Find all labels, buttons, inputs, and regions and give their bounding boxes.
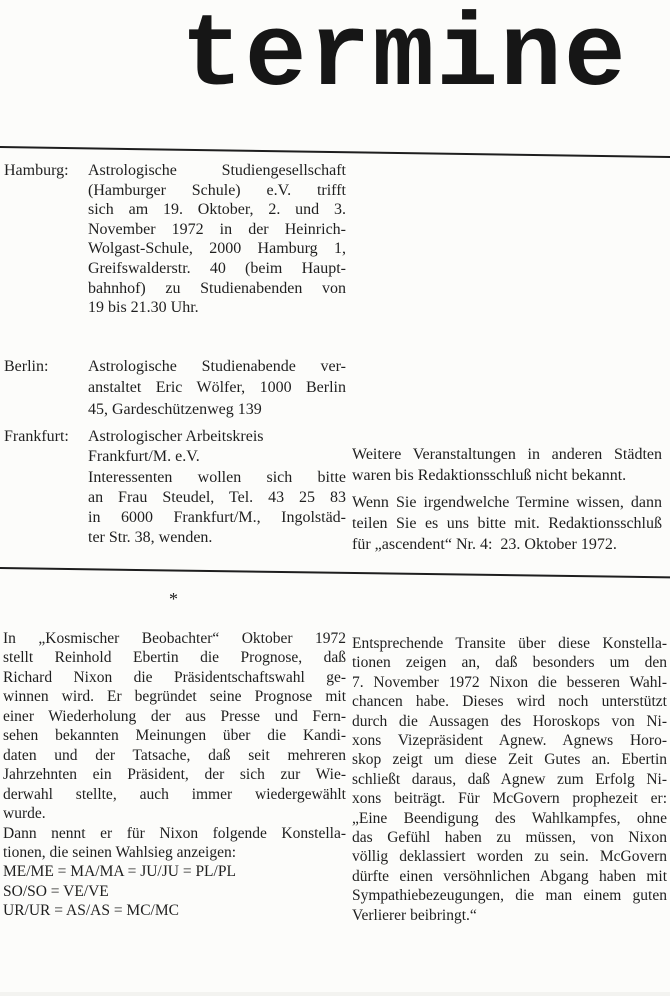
text-line: xons beiträgt. Für McGovern prophezeit er: bbox=[352, 790, 667, 808]
text-line: an Frau Steudel, Tel. 43 25 83 bbox=[88, 488, 346, 506]
text-line: „Eine Beendigung des Wahlkampfes, ohne bbox=[352, 809, 667, 827]
text-line: (Hamburger Schule) e.V. trifft bbox=[88, 181, 346, 199]
text-line: einer Wiederholung der aus Presse und Fern- bbox=[3, 707, 346, 725]
notes-paragraph bbox=[352, 444, 662, 487]
article-column-right bbox=[352, 634, 667, 925]
text-line: Interessenten wollen sich bitte bbox=[88, 468, 346, 486]
page-title: termine bbox=[181, 0, 628, 115]
text-line: 7. November 1972 Nixon die besseren Wahl- bbox=[352, 673, 667, 691]
text-line: stellt Reinhold Ebertin die Prognose, daß bbox=[3, 649, 346, 667]
text-line: in 6000 Frankfurt/M., Ingolstäd- bbox=[88, 509, 346, 527]
event-details bbox=[88, 161, 346, 318]
notes-paragraph bbox=[352, 492, 662, 556]
text-line: Astrologische Studienabende ver- bbox=[88, 358, 346, 375]
text-line: winnen wird. Er begründet seine Prognose mit bbox=[3, 688, 346, 706]
scan-bottom-edge bbox=[0, 992, 670, 996]
text-line: Weitere Veranstaltungen in anderen Städten bbox=[352, 446, 662, 463]
text-line: chancen habe. Dieses wird noch unterstützt bbox=[352, 693, 667, 711]
text-line: sehen bekannten Meinungen über die Kandi- bbox=[3, 727, 346, 745]
text-line: waren bis Redaktionsschluß nicht bekannt. bbox=[352, 467, 627, 485]
text-line: Wenn Sie irgendwelche Termine wissen, dann bbox=[352, 493, 662, 511]
article-paragraph bbox=[3, 629, 346, 824]
text-line: skop zeigt um diese Zeit Gutes an. Ebertin bbox=[352, 751, 667, 769]
text-line: Wolgast-Schule, 2000 Hamburg 1, bbox=[88, 240, 346, 258]
text-line: UR/UR = AS/AS = MC/MC bbox=[3, 902, 179, 920]
text-line: für „ascendent“ Nr. 4: 23. Oktober 1972. bbox=[352, 536, 617, 554]
article-column-left bbox=[3, 629, 346, 921]
text-line: Astrologischer Arbeitskreis bbox=[88, 428, 264, 445]
text-line: Jahrzehnten ein Präsident, der sich zur Wie- bbox=[3, 766, 346, 784]
event-text-block bbox=[88, 356, 346, 420]
text-line: November 1972 in der Heinrich- bbox=[88, 220, 346, 238]
text-line: Richard Nixon die Präsidentschaftswahl ge- bbox=[3, 668, 346, 686]
constellation-formulas bbox=[3, 862, 346, 920]
text-line: Entsprechende Transite über diese Konstella- bbox=[352, 635, 667, 652]
event-text-block bbox=[88, 161, 346, 318]
text-line: das Gefühl haben zu müssen, von Nixon bbox=[352, 829, 667, 847]
article-paragraph bbox=[352, 634, 667, 925]
text-line: dürfte einen versöhnlichen Abgang haben mit bbox=[352, 867, 667, 885]
text-line: durch die Aussagen des Horoskops von Ni- bbox=[352, 712, 667, 730]
event-city-label: Hamburg: bbox=[4, 162, 69, 179]
horizontal-rule-middle bbox=[0, 567, 670, 579]
event-city-label: Berlin: bbox=[4, 358, 49, 375]
text-line: Verlierer beibringt.“ bbox=[352, 906, 477, 924]
text-line: In „Kosmischer Beobachter“ Oktober 1972 bbox=[3, 630, 346, 647]
text-line: ter Str. 38, wenden. bbox=[88, 529, 213, 547]
horizontal-rule-top bbox=[0, 146, 670, 158]
section-divider-asterisk: * bbox=[169, 589, 178, 609]
text-line: bahnhof) zu Studienabenden von bbox=[88, 279, 346, 297]
event-details bbox=[88, 427, 346, 549]
text-line: wurde. bbox=[3, 805, 46, 823]
text-line: Astrologische Studiengesellschaft bbox=[88, 162, 346, 179]
text-line: tionen zeigen an, daß besonders um den bbox=[352, 654, 667, 672]
text-line: teilen Sie es uns bitte mit. Redaktionsschluß bbox=[352, 514, 662, 532]
text-line: schließt daraus, daß Agnew zum Erfolg Ni- bbox=[352, 770, 667, 788]
text-line: Dann nennt er für Nixon folgende Konstella- bbox=[3, 824, 346, 842]
text-line: sich am 19. Oktober, 2. und 3. bbox=[88, 201, 346, 219]
text-line: SO/SO = VE/VE bbox=[3, 882, 109, 900]
event-text-block bbox=[88, 468, 346, 549]
text-line: 45, Gardeschützenweg 139 bbox=[88, 400, 262, 418]
event-text-block bbox=[88, 427, 346, 468]
text-line: völlig deklassiert worden zu sein. McGovern bbox=[352, 848, 667, 866]
text-line: anstaltet Eric Wölfer, 1000 Berlin bbox=[88, 379, 346, 397]
text-line: Greifswalderstr. 40 (beim Haupt- bbox=[88, 259, 346, 277]
event-details bbox=[88, 356, 346, 420]
text-line: derwahl stellte, auch immer wiedergewählt bbox=[3, 785, 346, 803]
editorial-notes bbox=[352, 444, 662, 555]
text-line: daten und der Tatsache, daß seit mehreren bbox=[3, 746, 346, 764]
text-line: 19 bis 21.30 Uhr. bbox=[88, 299, 199, 317]
event-city-label: Frankfurt: bbox=[4, 428, 69, 445]
text-line: xons Vizepräsident Agnew. Agnews Horo- bbox=[352, 732, 667, 750]
article-paragraph bbox=[3, 824, 346, 863]
text-line: Frankfurt/M. e.V. bbox=[88, 448, 200, 466]
text-line: Sympathiebezeugungen, die man einem guten bbox=[352, 887, 667, 905]
text-line: tionen, die seinen Wahlsieg anzeigen: bbox=[3, 843, 237, 861]
text-line: ME/ME = MA/MA = JU/JU = PL/PL bbox=[3, 863, 236, 881]
